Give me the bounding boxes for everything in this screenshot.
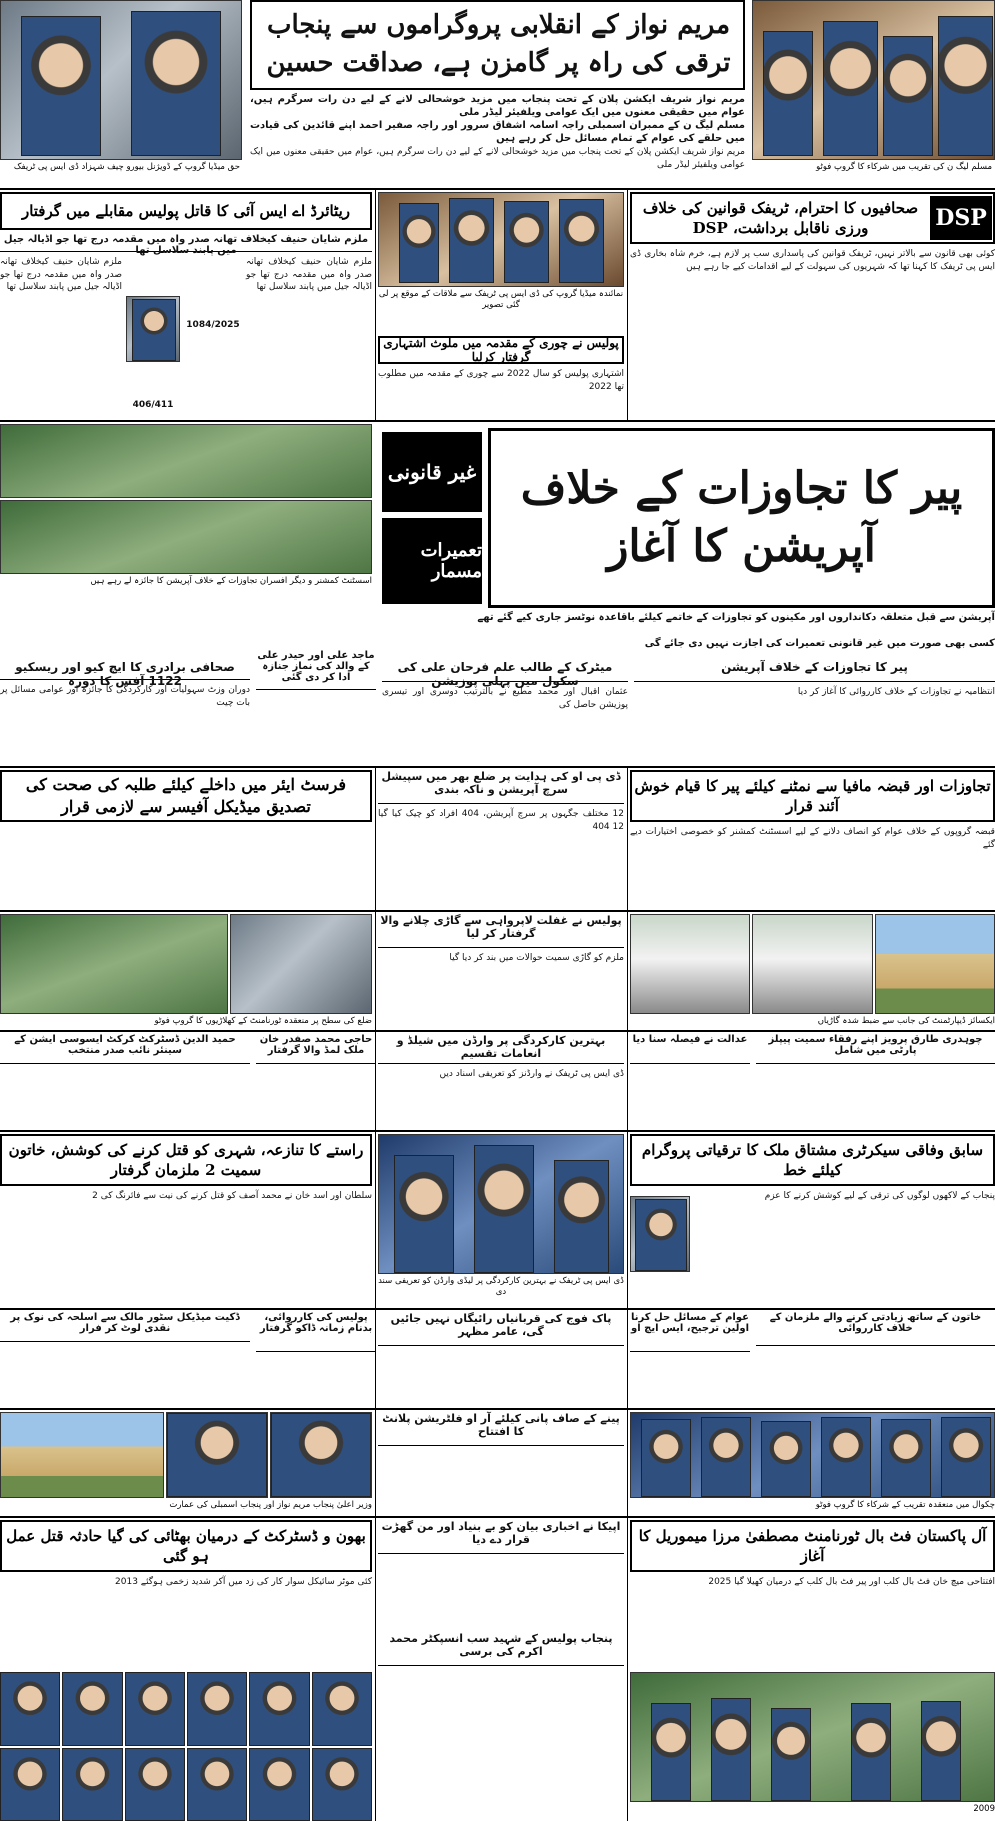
encroachment-op-body-text: انتظامیہ نے تجاوزات کے خلاف کارروائی کا آغاز کر دیا (797, 687, 995, 697)
assault-case-title: خاتون کے ساتھ زیادتی کرنے والے ملزمان کے خلاف کارروائی (756, 1312, 995, 1346)
police-theft-headline (378, 336, 624, 364)
first-year-headline (0, 770, 372, 822)
attempted-murder-body (0, 1190, 372, 1290)
football-tournament-headline-text: آل پاکستان فٹ بال ٹورنامنٹ مصطفیٰ مرزا میموریل کا آغاز (638, 1527, 987, 1565)
tournament-caption: ضلع کی سطح پر منعقدہ ٹورنامنٹ کے کھلاڑیوں کا گروپ فوٹو (154, 1016, 372, 1026)
ro-plant-body (378, 1450, 624, 1514)
dsp-headline-text: صحافیوں کا احترام، ٹریفک قوانین کی خلاف ورزی ناقابل برداشت، DSP (642, 199, 919, 237)
retired-asi-case-no: 1084/2025 (186, 320, 240, 330)
grid-portrait-12 (0, 1748, 60, 1821)
matric-result-sub (382, 686, 628, 764)
grid-portrait-2 (249, 1672, 309, 1746)
police-theft-year: 2022 (588, 381, 612, 392)
dsp-body (630, 248, 995, 418)
reckless-driver-body-text: ملزم کو گاڑی سمیت حوالات میں بند کر دیا گیا (449, 953, 624, 963)
operation-photo-2 (0, 500, 372, 574)
football-tournament-body (630, 1576, 995, 1668)
operation-big-headline (488, 428, 995, 608)
police-theft-body-text: اشتہاری پولیس کو سال 2022 سے چوری کے مقدمہ میں مطلوب تھا (378, 369, 624, 392)
football-tournament-year: 2025 (708, 1577, 732, 1587)
top-body-text: مریم نواز شریف ایکشن پلان کے تحت پنجاب میں مزید خوشحالی لانے کے لیے دن رات سرگرم ہیں، عوام میں حقیقی معنوں میں ایک عوامی ویلفیئر لیڈر ملی (250, 147, 745, 170)
ppp-joining-title: چوہدری طارق پرویز اپنے رفقاء سمیت پیپلز پارٹی میں شامل (756, 1034, 995, 1064)
first-year-headline-text: فرسٹ ایئر میں داخلے کیلئے طلبہ کی صحت کی تصدیق میڈیکل آفیسر سے لازمی قرار (25, 775, 347, 816)
dsp-body-text: کوئی بھی قانون سے بالاتر نہیں، ٹریفک قوانین کی پاسداری سب پر لازم ہے، خرم شاہ بخاری ڈی ایس پی ٹریفک کا کہنا تھا کہ شہریوں کی سہولت کے لیے اقدامات کیے جا رہے ہیں (630, 249, 995, 272)
arrest-body (256, 1068, 376, 1128)
chakwal-event-photo (630, 1412, 995, 1498)
retired-asi-headline-text: ریٹائرڈ اے ایس آئی کا قاتل پولیس مقابلے میں گرفتار (21, 202, 351, 220)
vehicles-caption: ایکسائز ڈیپارٹمنٹ کی جانب سے ضبط شدہ گاڑیاں (817, 1016, 995, 1026)
operation-photo-1 (0, 424, 372, 498)
accident-headline (0, 1520, 372, 1572)
police-theft-body (378, 368, 624, 418)
retired-asi-body (0, 256, 122, 416)
retired-asi-body-right-text: ملزم شایان حنیف کیخلاف تھانہ صدر واہ میں مقدمہ درج تھا جو اڈیالہ جیل میں پابند سلاسل تھا (246, 257, 372, 292)
medical-store-robbery-title: ڈکیت میڈیکل سٹور مالک سے اسلحہ کی نوک پر نقدی لوٹ کر فرار (0, 1312, 250, 1342)
bottom-right-photos (630, 1672, 995, 1802)
grid-portrait-6 (0, 1672, 60, 1746)
retired-asi-body-text: ملزم شایان حنیف کیخلاف تھانہ صدر واہ میں مقدمہ درج تھا جو اڈیالہ جیل میں پابند سلاسل تھا (0, 257, 122, 292)
tournament-photo-1 (230, 914, 372, 1014)
dsp-meeting-caption: نمائندہ میڈیا گروپ کی ڈی ایس پی ٹریفک سے ملاقات کے موقع پر لی گئی تصویر (378, 289, 624, 310)
encroachment-welcome-headline-text: تجاوزات اور قبضہ مافیا سے نمٹنے کیلئے پیر کا قیام خوش آئند قرار (634, 777, 991, 815)
first-year-body (0, 826, 372, 906)
operation-photos-caption: اسسٹنٹ کمشنر و دیگر افسران تجاوزات کے خلاف آپریشن کا جائزہ لے رہے ہیں (90, 576, 372, 586)
football-tournament-body-text: افتتاحی میچ خان فٹ بال کلب اور پیر فٹ بال کلب کے درمیان کھیلا گیا (734, 1577, 995, 1587)
grid-portrait-4 (125, 1672, 185, 1746)
retired-asi-photo (126, 296, 180, 362)
construction-demolished-badge: تعمیرات مسمار (382, 518, 482, 604)
ro-plant-title: پینے کے صاف پانی کیلئے آر او فلٹریشن پلانٹ کا افتتاح (378, 1412, 624, 1446)
accident-body (0, 1576, 372, 1668)
court-body (630, 1068, 750, 1128)
maryam-assembly-photos (0, 1412, 372, 1498)
dacoit-arrest-title: پولیس کی کارروائی، بدنام زمانہ ڈاکو گرفتار (256, 1312, 376, 1352)
top-headline: مریم نواز کے انقلابی پروگراموں سے پنجاب ترقی کی راہ پر گامزن ہے، صداقت حسین (266, 10, 731, 78)
warden-certificate-photo (378, 1134, 624, 1274)
encroachment-welcome-body-text: قبضہ گروپوں کے خلاف عوام کو انصاف دلانے کے لیے اسسٹنٹ کمشنر کو خصوصی اختیارات دیے گئے (630, 827, 995, 850)
arrest-title: حاجی محمد صفدر خان ملک لمڈ والا گرفتار (256, 1034, 376, 1064)
attempted-murder-body-text: سلطان اور اسد خان نے محمد آصف کو قتل کرنے کی نیت سے فائرنگ کی (100, 1191, 372, 1201)
search-operation-num1: 12 (612, 821, 624, 832)
bottom-right-caption-year: 2009 (973, 1804, 995, 1814)
retired-asi-case-no-2: 406/411 (132, 400, 174, 410)
accident-year: 2013 (115, 1577, 138, 1587)
bottom-left-photo-grid (0, 1672, 372, 1821)
ex-secretary-body-text: پنجاب کے لاکھوں لوگوں کی ترقی کے لیے کوشش کرنے کا عزم (764, 1191, 995, 1201)
funeral-title: ماجد علی اور حیدر علی کے والد کی نماز جنازہ ادا کر دی گئی (256, 650, 376, 690)
journalists-visit-body (0, 684, 250, 764)
apca-statement-body (378, 1558, 624, 1628)
journalists-visit-body-text: دوران وزٹ سہولیات اور کارکردگی کا جائزہ اور عوامی مسائل پر بات چیت (0, 685, 250, 708)
warden-award-body (378, 1068, 624, 1128)
encroachment-welcome-headline (630, 770, 995, 822)
assault-case-body (756, 1350, 995, 1406)
apca-statement-title: اپیکا نے اخباری بیان کو بے بنیاد اور من گھڑت قرار دے دیا (378, 1520, 624, 1554)
operation-photos (0, 424, 372, 574)
grid-portrait-5 (62, 1672, 122, 1746)
ex-secretary-headline (630, 1134, 995, 1186)
grid-portrait-1 (312, 1672, 372, 1746)
assembly-building-photo (0, 1412, 164, 1498)
ex-secretary-body (696, 1190, 995, 1290)
maryam-assembly-caption: وزیر اعلیٰ پنجاب مریم نواز اور پنجاب اسمبلی کی عمارت (169, 1500, 372, 1510)
top-lead-2: مسلم لیگ ن کے ممبران اسمبلی راجہ اسامہ اشفاق سرور اور راجہ صفیر احمد اپنے قائدین کی قیادت میں حلقے کی عوام کے تمام مسائل حل کر رہے ہیں (250, 120, 745, 144)
cricket-assoc-title: حمید الدین ڈسٹرکٹ کرکٹ ایسوسی ایشن کے سینئر نائب صدر منتخب (0, 1034, 250, 1064)
bottom-right-caption (630, 1804, 995, 1821)
reckless-driver-body (378, 952, 624, 1028)
dsp-meeting-photo (378, 192, 624, 287)
martyr-anniversary-title: پنجاب پولیس کے شہید سب انسپکٹر محمد اکرم کی برسی (378, 1632, 624, 1666)
warden-award-body-text: ڈی ایس پی ٹریفک نے وارڈنز کو تعریفی اسناد دیں (439, 1069, 624, 1079)
encroachment-op-body (634, 686, 995, 764)
funeral-body (256, 694, 376, 764)
vehicles-photos (630, 914, 995, 1014)
operation-lead (382, 612, 995, 636)
ex-secretary-photo (630, 1196, 690, 1272)
attempted-murder-headline-text: راستے کا تنازعہ، شہری کو قتل کرنے کی کوشش، خاتون سمیت 2 ملزمان گرفتار (8, 1141, 364, 1179)
operation-lead-2 (382, 638, 995, 656)
army-sacrifices-title: پاک فوج کی قربانیاں رائیگاں نہیں جائیں گی، عامر مظہر (378, 1312, 624, 1346)
top-headline-box (250, 0, 745, 90)
top-left-caption: حق میڈیا گروپ کے ڈویژنل بیورو چیف شہزاد ڈی ایس پی ٹریفک (13, 162, 240, 172)
encroachment-welcome-body (630, 826, 995, 908)
dacoit-arrest-body (256, 1356, 376, 1406)
top-right-caption: مسلم لیگ ن کی تقریب میں شرکاء کا گروپ فوٹو (816, 162, 992, 172)
search-operation-title: ڈی پی او کی ہدایت پر ضلع بھر میں سپیشل سرچ آپریشن و ناکہ بندی (378, 770, 624, 804)
search-operation-body-text: 12 مختلف جگہوں پر سرچ آپریشن، 404 افراد کو چیک کیا گیا (378, 809, 624, 819)
tournament-photos (0, 914, 372, 1014)
grid-portrait-9 (187, 1748, 247, 1821)
warden-award-title: بہترین کارکردگی پر وارڈن میں شیلڈ و انعامات تقسیم (378, 1034, 624, 1064)
ppp-joining-body (756, 1068, 995, 1128)
sho-priority-body (630, 1356, 750, 1406)
court-title: عدالت نے فیصلہ سنا دیا (630, 1034, 750, 1064)
retired-asi-sub: ملزم شایان حنیف کیخلاف تھانہ صدر واہ میں مقدمہ درج تھا جو اڈیالہ جیل میں پابند سلاسل تھا (0, 234, 372, 252)
ex-secretary-headline-text: سابق وفاقی سیکرٹری مشتاق ملک کا ترقیاتی پروگرام کیلئے خط (641, 1141, 984, 1179)
office-photo (875, 914, 995, 1014)
attempted-murder-num: 2 (92, 1191, 98, 1201)
police-theft-headline-text: پولیس نے چوری کے مقدمہ میں ملوث اشتہاری گرفتار کرلیا (383, 336, 619, 364)
retired-asi-headline (0, 192, 372, 230)
top-left-photo (0, 0, 242, 160)
medical-store-robbery-body (0, 1346, 250, 1406)
reckless-driver-title: پولیس نے غفلت لاپرواہی سے گاڑی چلانے والا گرفتار کر لیا (378, 914, 624, 948)
van-photo-1 (752, 914, 872, 1014)
accident-body-text: کئی موٹر سائیکل سوار کار کی زد میں آکر شدید زخمی ہوگئے (140, 1577, 372, 1587)
encroachment-op-title: پیر کا تجاوزات کے خلاف آپریشن (634, 660, 995, 682)
sho-priority-title: عوام کے مسائل حل کرنا اولین ترجیح، ایس ایچ او (630, 1312, 750, 1352)
operation-lead-2-text: کسی بھی صورت میں غیر قانونی تعمیرات کی اجازت نہیں دی جائے گی (644, 638, 995, 649)
maryam-photo (166, 1412, 268, 1498)
top-right-photo (752, 0, 995, 160)
football-tournament-headline (630, 1520, 995, 1572)
portrait-photo-1 (270, 1412, 372, 1498)
search-operation-num2: 404 (592, 821, 610, 832)
grid-portrait-7 (312, 1748, 372, 1821)
journalists-visit-title: صحافی برادری کا ایچ کیو اور ریسکیو 1122 آفس کا دورہ (0, 660, 250, 680)
accident-headline-text: بھون و ڈسٹرکٹ کے درمیان بھٹائی کی گیا حادثہ قتل عمل ہو گئی (6, 1527, 366, 1565)
chakwal-event-caption: چکوال میں منعقدہ تقریب کے شرکاء کا گروپ فوٹو (815, 1500, 995, 1510)
operation-big-headline-text: پیر کا تجاوزات کے خلاف آپریشن کا آغاز (520, 463, 963, 572)
matric-result-sub-text: عثمان اقبال اور محمد مطیع نے بالترتیب دوسری اور تیسری پوزیشن حاصل کی (382, 687, 628, 710)
grid-portrait-3 (187, 1672, 247, 1746)
dsp-badge: DSP (930, 196, 992, 240)
cricket-assoc-body (0, 1068, 250, 1128)
van-photo-2 (630, 914, 750, 1014)
grid-portrait-11 (62, 1748, 122, 1821)
tournament-photo-2 (0, 914, 228, 1014)
attempted-murder-headline (0, 1134, 372, 1186)
matric-result-title: میٹرک کے طالب علم فرحان علی کی سکول میں پہلی پوزیشن (382, 660, 628, 682)
search-operation-body (378, 808, 624, 908)
warden-certificate-caption: ڈی ایس پی ٹریفک نے بہترین کارکردگی پر لیڈی وارڈن کو تعریفی سند دی (378, 1276, 624, 1297)
grid-portrait-10 (125, 1748, 185, 1821)
illegal-badge: غیر قانونی (382, 432, 482, 512)
top-lead-1: مریم نواز شریف ایکشن پلان کے تحت پنجاب میں مزید خوشحالی لانے کے لیے دن رات سرگرم ہیں، عوام میں حقیقی معنوں میں ایک عوامی ویلفیئر لیڈر ملی (250, 94, 745, 118)
operation-lead-text: آپریشن سے قبل متعلقہ دکانداروں اور مکینوں کو تجاوزات کے خاتمے کیلئے باقاعدہ نوٹسز جاری کیے گئے تھے (477, 612, 995, 623)
martyr-anniversary-body (378, 1670, 624, 1821)
army-sacrifices-body (378, 1350, 624, 1406)
top-body (250, 146, 745, 186)
retired-asi-body-right (246, 256, 372, 416)
grid-portrait-8 (249, 1748, 309, 1821)
